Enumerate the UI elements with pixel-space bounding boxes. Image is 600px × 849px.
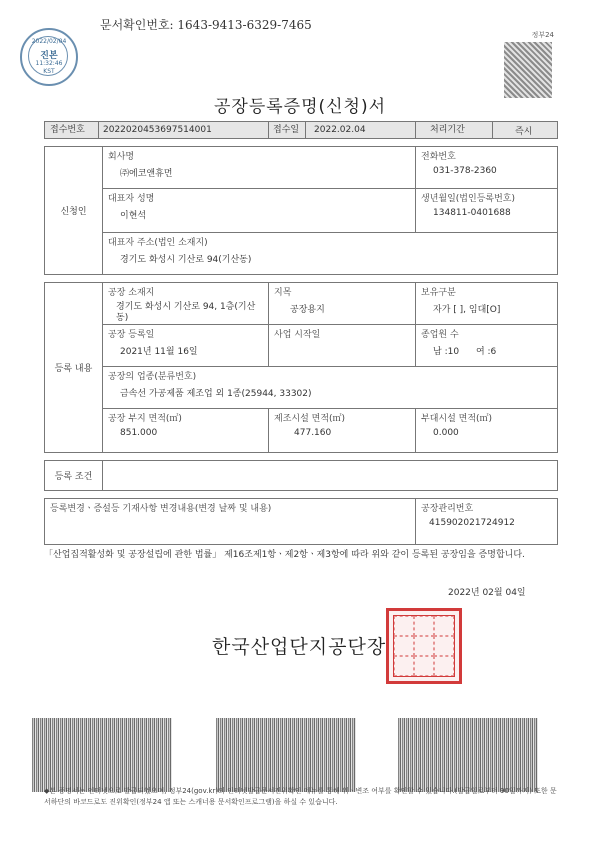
registration-section-label: 등록 내용 [45,283,103,453]
verification-notice: ◆본 증명서는 인터넷으로 발급되었으며, 정부24(gov.kr)의 인터넷발급문서진위확인 메뉴를 통해 위ㆍ변조 여부를 확인할 수 있습니다.(발급일로부터 90일까지) 또한 문서하단의 바코드로도 진위확인(정부24 앱 또는 스캐너용 문서확인프로그램)을 하실 수 있습니다. [44,787,557,806]
document-confirmation-number: 문서확인번호: 1643-9413-6329-7465 [100,18,312,32]
barcode-1 [32,718,172,792]
land-category-value: 공장용지 [290,305,325,315]
conditions-section-label: 등록 조건 [45,461,103,491]
registration-date-value: 2021년 11월 16일 [120,347,198,357]
address-value: 경기도 화성시 기산로 94(기산동) [120,255,252,265]
authenticity-seal [20,28,78,86]
gov24-logo: 정부24 [531,31,554,39]
company-name-value: ㈜에코앤휴먼 [120,169,173,179]
official-stamp [386,608,462,684]
receipt-header-row [45,122,558,139]
legal-statement: 「산업집적활성화 및 공장설립에 관한 법률」 제16조제1항ㆍ제2항ㆍ제3항에 따라 위와 같이 등록된 공장임을 증명합니다. [44,550,525,560]
seal-date: 2022/02/04 [31,38,67,45]
conditions-value [103,461,558,491]
management-number-value: 415902021724912 [429,518,515,528]
processing-period-label: 처리기간 [416,122,493,138]
receipt-date-value: 2022.02.04 [314,125,366,135]
manufacturing-area-value: 477.160 [294,428,332,438]
birth-registration-value: 134811-0401688 [433,208,511,218]
document-title: 공장등록증명(신청)서 [213,97,387,117]
employees-value [421,340,552,357]
applicant-section-label: 신청인 [45,147,103,275]
ownership-label: 보유구분 [421,288,456,298]
receipt-number-label: 접수번호 [45,122,99,138]
business-start-label: 사업 시작일 [274,330,321,340]
processing-period-value: 즉시 [515,126,533,137]
land-category-label: 지목 [274,288,292,298]
receipt-number-value: 20220204536975140​01 [103,125,212,135]
auxiliary-area-label: 부대시설 면적(㎡) [421,414,493,424]
barcode-2 [216,718,356,792]
issue-date: 2022년 02월 04일 [448,588,526,598]
industry-value: 금속선 가공제품 제조업 외 1종(25944, 33302) [120,389,312,399]
barcode-3 [398,718,538,792]
receipt-date-label: 접수일 [269,122,306,138]
registration-date-label: 공장 등록일 [108,330,155,340]
qr-code-block [496,30,554,100]
phone-value: 031-378-2360 [433,166,497,176]
registration-form [44,121,558,545]
address-label: 대표자 주소(법인 소재지) [108,238,208,248]
factory-address-value: 경기도 화성시 기산로 94, 1층(기산동) [116,302,256,323]
business-start-value [274,340,410,344]
employees-label: 종업원 수 [421,330,459,340]
representative-value: 이현석 [120,211,147,221]
ownership-value: 자가 [ ], 임대[O] [433,305,501,315]
site-area-value: 851.000 [120,428,158,438]
industry-label: 공장의 업종(분류번호) [108,372,197,382]
company-name-label: 회사명 [108,152,135,162]
seal-main-text: 진본 [40,51,58,61]
qr-code [504,42,552,98]
employees-female: 여 :6 [475,347,497,357]
representative-label: 대표자 성명 [108,194,155,204]
phone-label: 전화번호 [421,152,456,162]
manufacturing-area-label: 제조시설 면적(㎡) [274,414,346,424]
employees-male: 남 :10 [433,347,460,357]
management-number-label: 공장관리번호 [421,504,474,514]
changes-label: 등록변경ㆍ증설등 기재사항 변경내용(변경 날짜 및 내용) [50,504,272,514]
seal-time: 11:32:46 [35,60,63,67]
factory-address-label: 공장 소재지 [108,288,155,298]
auxiliary-area-value: 0.000 [433,428,459,438]
birth-registration-label: 생년월일(법인등록번호) [421,194,515,204]
site-area-label: 공장 부지 면적(㎡) [108,414,182,424]
issuer-name: 한국산업단지공단장 [212,636,387,658]
seal-timezone: KST [43,68,55,75]
